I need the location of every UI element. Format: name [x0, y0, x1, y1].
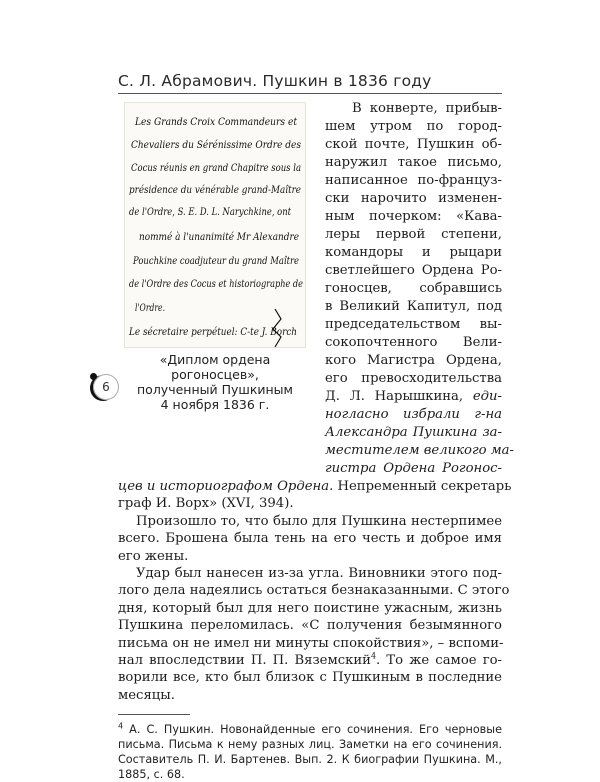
- footnote-line: Составитель П. И. Бартенев. Вып. 2. К биографии Пушкина. М.,: [118, 753, 502, 767]
- body-line: его превосходительства: [325, 371, 502, 386]
- body-line: всего. Брошена была тень на его честь и доброе имя: [118, 531, 502, 547]
- manuscript-svg: [125, 103, 307, 349]
- body-line: написанное по-француз-: [325, 173, 502, 188]
- footnote-text: А. С. Пушкин. Новонайденные его сочинения. Его черновые: [123, 723, 502, 737]
- manuscript-line: présidence du vénérable grand-Maître: [129, 184, 301, 196]
- body-line: председательством вы-: [325, 317, 502, 332]
- text-plain: Д. Л. Нарышкина,: [325, 389, 473, 404]
- manuscript-line: de l'Ordre des Cocus et historiographe de: [129, 278, 303, 290]
- body-line-italic: гистра Ордена Рогонос-: [325, 461, 502, 476]
- body-line: светлейшего Ордена Ро-: [325, 263, 502, 278]
- body-line: леры первой степени,: [325, 227, 502, 242]
- body-line: кого Магистра Ордена,: [325, 353, 502, 368]
- caption-line: 4 ноября 1836 г.: [160, 397, 270, 412]
- body-line: гоносцев, собравшись: [325, 281, 502, 296]
- manuscript-line: Le sécretaire perpétuel: C-te J. Borch: [128, 326, 297, 338]
- body-line: ным почерком: «Кава-: [325, 209, 502, 224]
- text-plain: нал впоследствии П. П. Вяземский: [118, 653, 371, 668]
- body-line: командоры и рыцари: [325, 245, 502, 260]
- footnote-line: письма. Письма к нему разных лиц. Заметки на его сочинения.: [118, 738, 502, 752]
- footnote-rule: [118, 714, 190, 715]
- body-line: дня, который был для него поистине ужасным, жизнь: [118, 600, 502, 616]
- body-line: [118, 652, 502, 670]
- text-plain: Непременный секретарь: [333, 479, 512, 494]
- manuscript-line: Cocus réunis en grand Chapitre sous la: [131, 162, 301, 174]
- body-line-italic: Александра Пушкина за-: [325, 425, 502, 440]
- body-line: в Великий Капитул, под: [325, 299, 502, 314]
- body-line: Произошло то, что было для Пушкина нестерпимее: [136, 513, 502, 529]
- manuscript-line: Chevaliers du Sérénissime Ordre des: [131, 139, 302, 151]
- text-plain: . То же самое го-: [376, 653, 502, 668]
- manuscript-line: Les Grands Croix Commandeurs et: [134, 116, 298, 128]
- body-line: лого дела надеялись остаться безнаказанными. С этого: [118, 583, 510, 599]
- body-line: шем утром по город-: [325, 119, 502, 134]
- text-italic: цев и историографом Ордена.: [118, 479, 334, 494]
- manuscript-image: [124, 102, 306, 348]
- manuscript-line: nommé à l'unanimité Mr Alexandre: [139, 231, 299, 243]
- body-line: В конверте, прибыв-: [352, 101, 502, 116]
- footnote-ref: 4: [370, 651, 377, 661]
- text-italic: еди-: [472, 389, 502, 404]
- footnote-marker: 4: [118, 721, 124, 731]
- body-line: ворили все, кто был близок с Пушкиным в последние: [118, 670, 502, 686]
- body-line: граф И. Ворх» (XVI, 394).: [118, 496, 294, 512]
- page-number: 6: [102, 380, 110, 394]
- body-line: Удар был нанесен из-за угла. Виновники этого под-: [136, 566, 502, 581]
- body-line: наружил такое письмо,: [325, 155, 502, 170]
- manuscript-line: l'Ordre.: [135, 302, 165, 314]
- body-line: его жены.: [118, 548, 189, 564]
- footnote-line: [118, 722, 502, 737]
- body-line-mixed: [325, 388, 502, 406]
- running-head-rule: [118, 93, 502, 94]
- footnote-line: 1885, с. 68.: [118, 768, 185, 782]
- manuscript-line: Pouchkine coadjuteur du grand Maître: [132, 255, 299, 267]
- page-number-marker: [93, 374, 119, 400]
- body-line-italic: ногласно избрали г-на: [325, 407, 502, 422]
- body-line-italic: местителем великого ма-: [325, 443, 514, 458]
- body-line-mixed: [118, 478, 512, 496]
- body-line: Пушкина переломилась. «С получения безымянного: [118, 618, 502, 634]
- running-head: С. Л. Абрамович. Пушкин в 1836 году: [118, 72, 432, 90]
- body-line: месяцы.: [118, 687, 175, 703]
- body-line: сокопочтенного Вели-: [325, 335, 502, 350]
- caption-line: полученный Пушкиным: [137, 382, 293, 397]
- body-line: письма он не имел ни минуты спокойствия», – вспоми-: [118, 635, 504, 651]
- body-line: ской почте, Пушкин об-: [325, 137, 502, 152]
- figure-caption: [114, 352, 316, 412]
- manuscript-line: de l'Ordre, S. E. D. L. Narychkine, ont: [129, 206, 292, 218]
- caption-line: «Диплом ордена рогоносцев»,: [159, 352, 271, 382]
- body-line: ски нарочито изменен-: [325, 191, 502, 206]
